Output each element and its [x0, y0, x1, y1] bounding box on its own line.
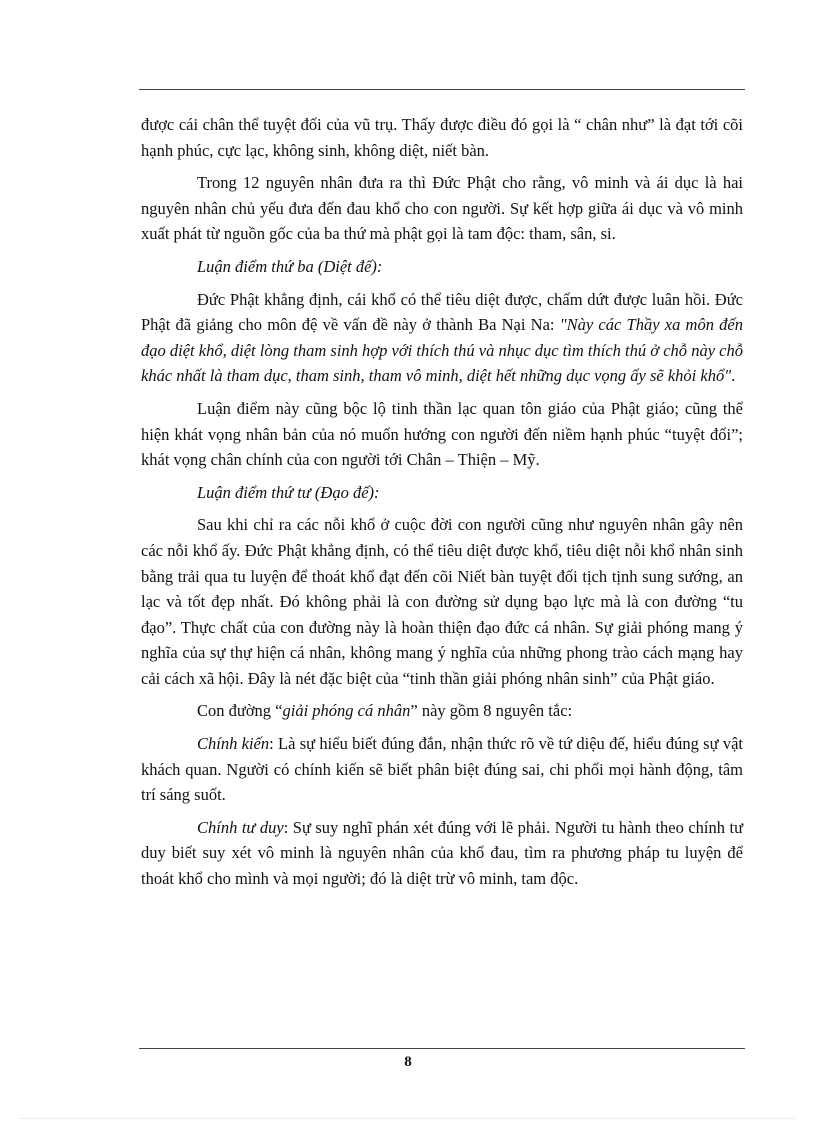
heading-dao-de: Luận điểm thứ tư (Đạo đế): [197, 482, 380, 502]
buddha-quote: "Này các Thầy xa môn đến đạo diệt khổ, diệt lòng tham sinh hợp với thích thú và nhục dục tìm thích thú ở chỗ này chỗ khác nhất là tham dục, tham sinh, tham vô minh, diệt hết những dục vọng ấy sẽ khỏi khổ" [141, 315, 744, 386]
term-chinh-kien: Chính kiến [197, 734, 270, 754]
quote-end: . [731, 366, 736, 386]
paragraph-twelve-causes: Trong 12 nguyên nhân đưa ra thì Đức Phật cho rằng, vô minh và ái dục là hai nguyên nhân chủ yếu đưa đến đau khổ cho con người. Sự kết hợp giữa ái dục và vô minh xuất phát từ nguồn gốc của ba thứ mà phật gọi là tam độc: tham, sân, si. [141, 173, 743, 244]
diet-de-text: Đức Phật khẳng định, cái khổ có thể tiêu diệt được, chấm dứt được luân hồi. Đức Phật đã giảng cho môn đệ về vấn đề này ở thành Ba Nại Na: [141, 289, 743, 335]
chinh-tu-duy-text: : Sự suy nghĩ phán xét đúng với lẽ phải. Người tu hành theo chính tư duy biết suy xét vô minh là nguyên nhân của khổ đau, tìm ra phương pháp tu luyện để thoát khổ cho mình và mọi người; đó là diệt trừ vô minh, tam độc. [141, 817, 744, 889]
paragraph-eight-principles [141, 698, 743, 724]
chinh-kien-text: : Là sự hiểu biết đúng đắn, nhận thức rõ về tứ diệu đế, hiểu đúng sự vật khách quan. Người có chính kiến sẽ biết phân biệt đúng sai, chi phối mọi hành động, tâm trí sáng suốt. [141, 734, 743, 805]
paragraph-chinh-kien [141, 731, 743, 808]
paragraph-dao-de: Sau khi chỉ ra các nỗi khổ ở cuộc đời con người cũng như nguyên nhân gây nên các nỗi khổ ấy. Đức Phật khẳng định, có thể tiêu diệt được khổ, tiêu diệt nỗi khổ nhân sinh bằng trải qua tu luyện để thoát khổ đạt đến cõi Niết bàn tuyệt đối tịch tịnh sung sướng, an lạc và tốt đẹp nhất. Đó không phải là con đường sử dụng bạo lực mà là con đường “tu đạo”. Thực chất của con đường này là hoàn thiện đạo đức cá nhân. Sự giải phóng mang ý nghĩa của sự thự hiện cá nhân, không mang ý nghĩa của những phong trào cách mạng hay cải cách xã hội. Đây là nét đặc biệt của “tinh thần giải phóng nhân sinh” của Phật giáo. [141, 515, 743, 688]
paragraph-chinh-tu-duy [141, 815, 743, 892]
page-body [141, 112, 743, 899]
page-number: 8 [404, 1054, 412, 1070]
header-rule [139, 89, 745, 90]
paragraph-chan-nhu: được cái chân thể tuyệt đối của vũ trụ. Thấy được điều đó gọi là “ chân như” là đạt tới cõi hạnh phúc, cực lạc, không sinh, không diệt, niết bàn. [141, 115, 743, 160]
principles-intro-a: Con đường “ [197, 701, 283, 721]
principles-intro-b: ” này gồm 8 nguyên tắc: [410, 701, 573, 721]
paragraph-diet-de [141, 287, 743, 389]
heading-diet-de: Luận điểm thứ ba (Diệt đế): [197, 256, 383, 276]
principles-intro-emphasis: giải phóng cá nhân [282, 701, 411, 721]
page-edge-dots [20, 1118, 796, 1119]
footer-rule [139, 1048, 745, 1049]
paragraph-optimism: Luận điểm này cũng bộc lộ tinh thần lạc quan tôn giáo của Phật giáo; cũng thể hiện khát vọng nhân bản của nó muốn hướng con người đến niềm hạnh phúc “tuyệt đối”; khát vọng chân chính của con người tới Chân – Thiện – Mỹ. [141, 398, 743, 470]
term-chinh-tu-duy: Chính tư duy [197, 817, 284, 837]
